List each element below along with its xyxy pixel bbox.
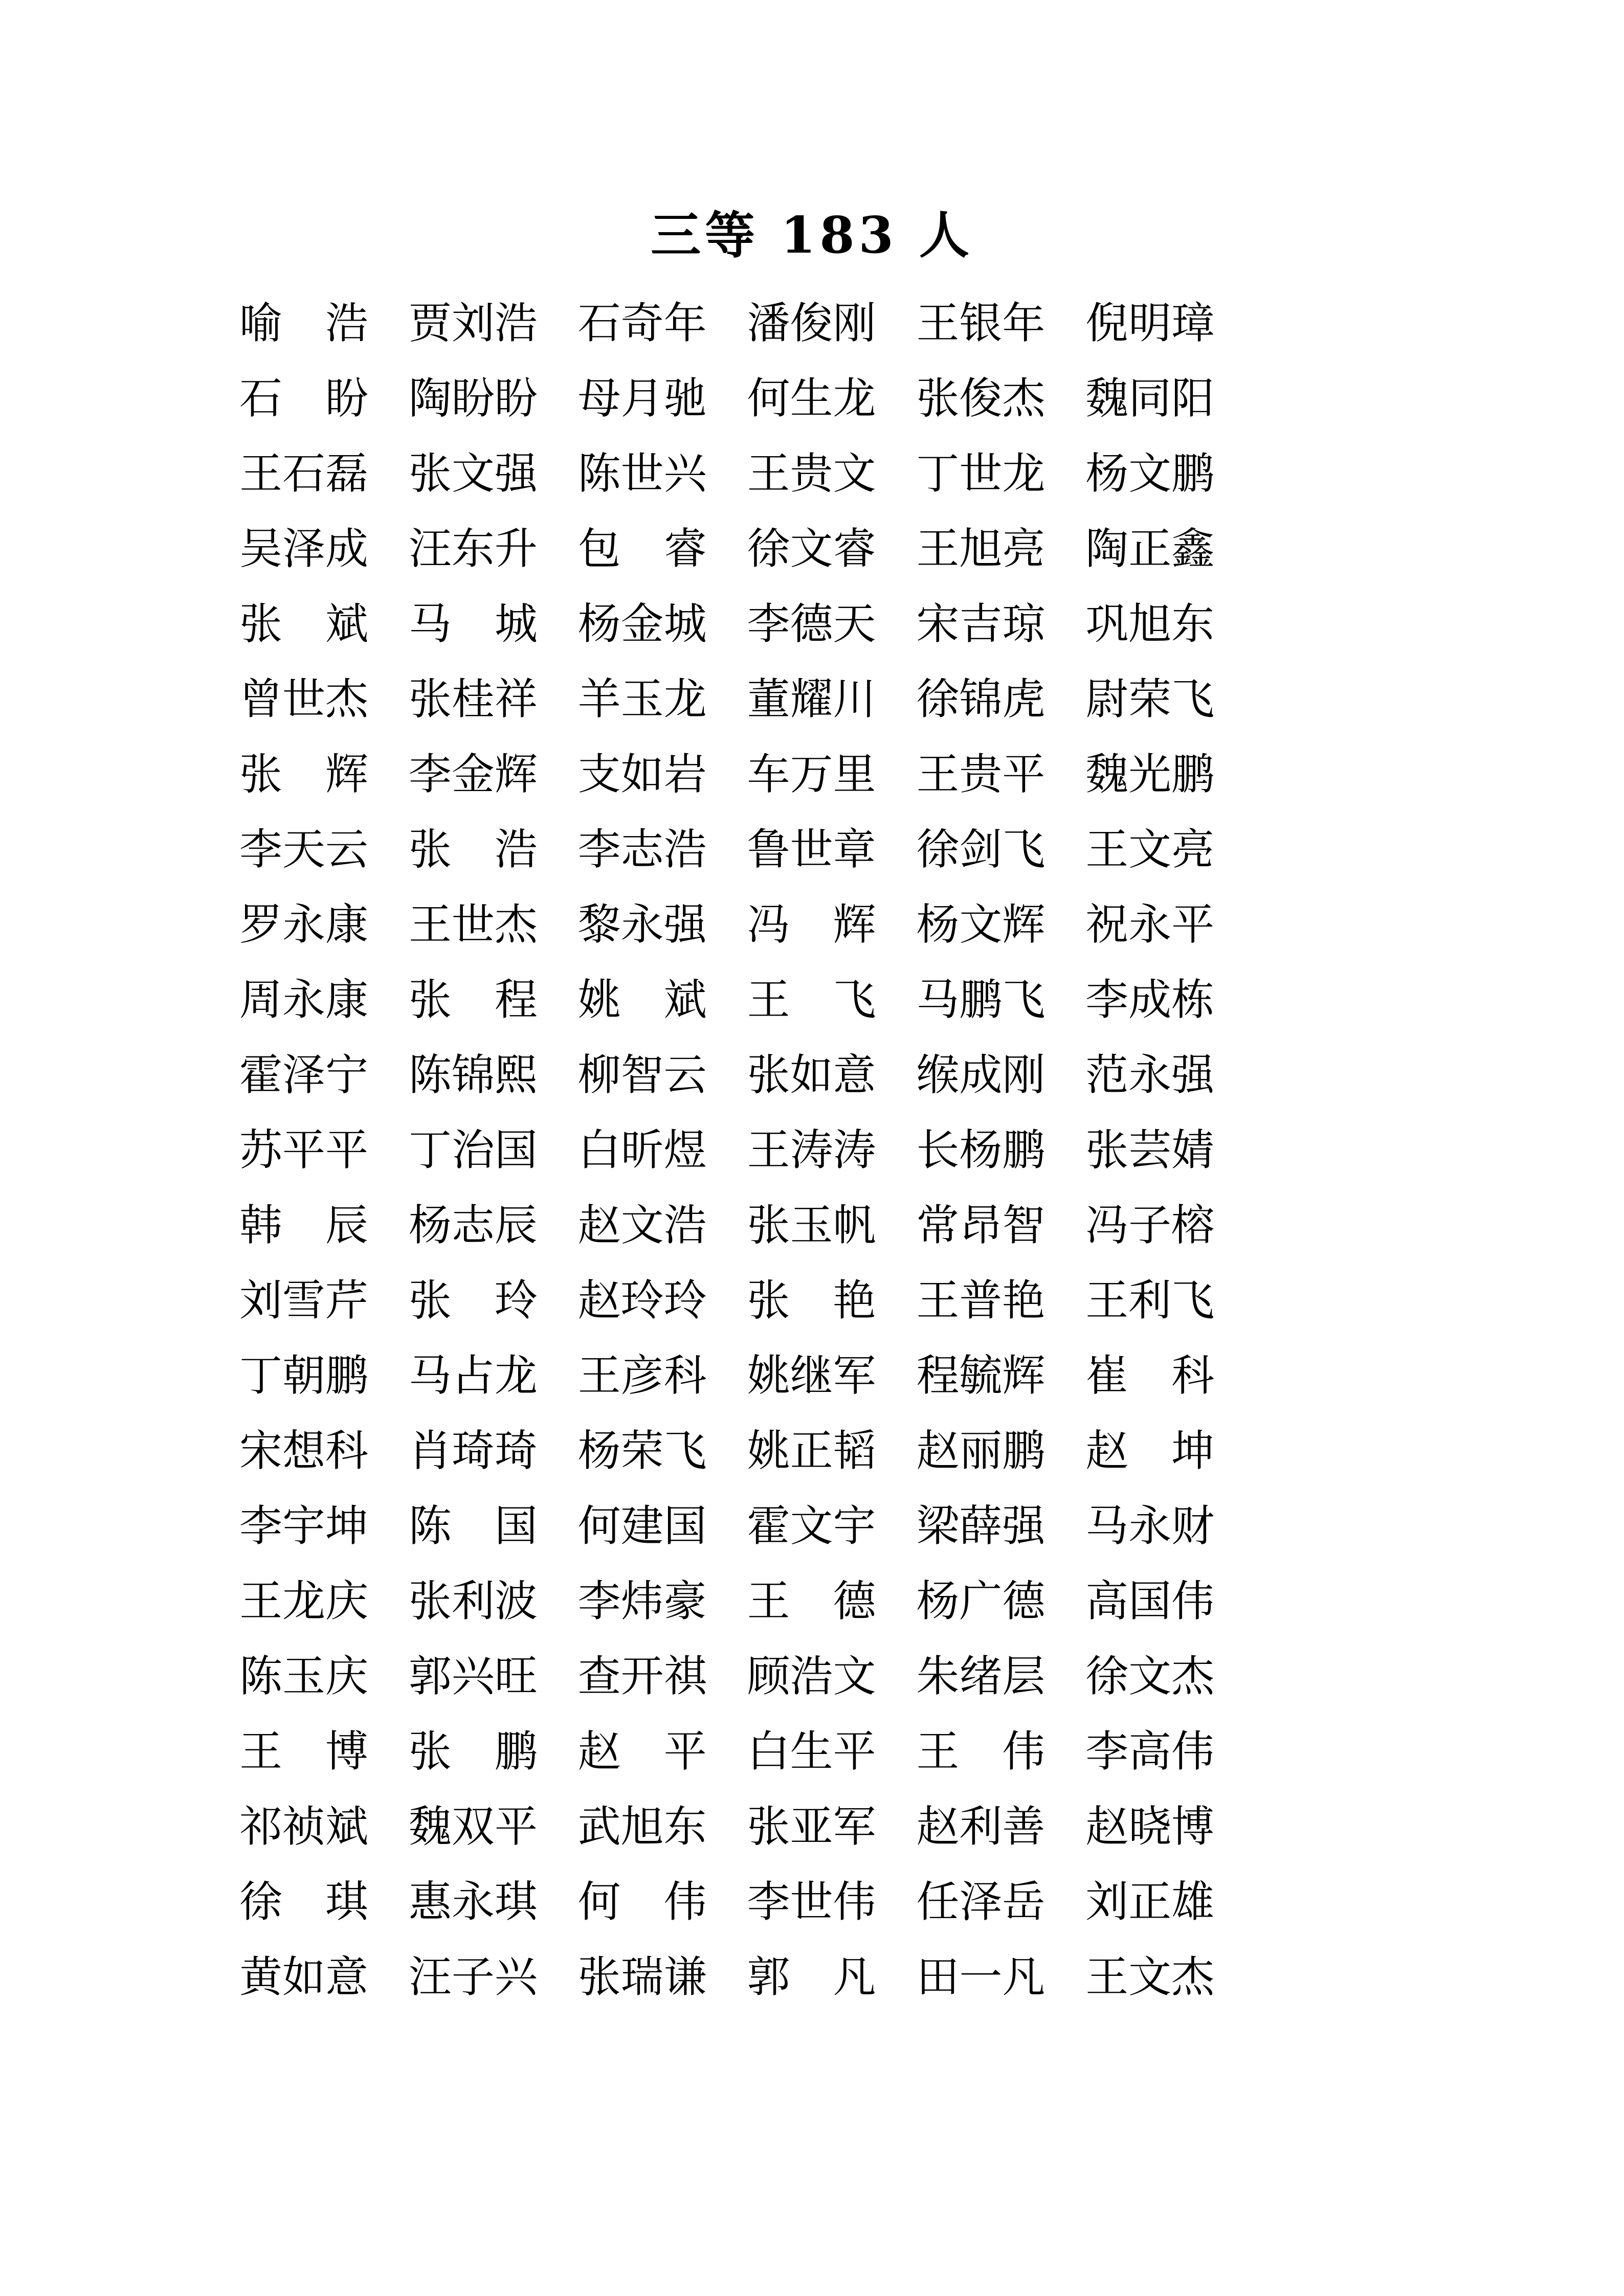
name-cell: 汪子兴	[408, 1951, 538, 2002]
name-cell: 常昂智	[916, 1200, 1045, 1250]
name-cell: 张俊杰	[916, 373, 1045, 423]
name-cell: 赵玲玲	[577, 1275, 707, 1325]
name-cell: 杨广德	[916, 1575, 1045, 1626]
name-cell: 梁薛强	[916, 1500, 1045, 1551]
name-cell: 缑成刚	[916, 1049, 1045, 1100]
name-cell: 陈锦熙	[408, 1049, 538, 1100]
name-cell: 黄如意	[239, 1951, 369, 2002]
name-cell: 徐剑飞	[916, 824, 1045, 874]
name-cell: 曾世杰	[239, 673, 369, 724]
name-cell: 张 辉	[239, 749, 369, 799]
name-cell: 尉荣飞	[1085, 673, 1215, 724]
name-cell: 张 玲	[408, 1275, 538, 1325]
name-cell: 鲁世章	[747, 824, 876, 874]
name-cell: 魏同阳	[1085, 373, 1215, 423]
name-cell: 杨文辉	[916, 899, 1045, 950]
name-cell: 李成栋	[1085, 974, 1215, 1025]
name-cell: 潘俊刚	[747, 298, 876, 348]
name-cell: 姚 斌	[577, 974, 707, 1025]
name-cell: 顾浩文	[747, 1651, 876, 1701]
names-grid	[239, 285, 1224, 2014]
name-cell: 李德天	[747, 598, 876, 649]
name-cell: 张利波	[408, 1575, 538, 1626]
name-cell: 张 斌	[239, 598, 369, 649]
name-cell: 张文强	[408, 448, 538, 499]
name-cell: 董耀川	[747, 673, 876, 724]
name-cell: 魏光鹏	[1085, 749, 1215, 799]
name-cell: 王文亮	[1085, 824, 1215, 874]
name-cell: 祝永平	[1085, 899, 1215, 950]
name-cell: 何建国	[577, 1500, 707, 1551]
name-cell: 赵 平	[577, 1726, 707, 1776]
name-cell: 王普艳	[916, 1275, 1045, 1325]
name-cell: 冯 辉	[747, 899, 876, 950]
name-cell: 李天云	[239, 824, 369, 874]
name-cell: 郭 凡	[747, 1951, 876, 2002]
name-cell: 程毓辉	[916, 1350, 1045, 1401]
name-cell: 霍文宇	[747, 1500, 876, 1551]
name-cell: 喻 浩	[239, 298, 369, 348]
name-cell: 徐文杰	[1085, 1651, 1215, 1701]
name-cell: 姚继军	[747, 1350, 876, 1401]
name-cell: 宋想科	[239, 1425, 369, 1476]
name-cell: 马永财	[1085, 1500, 1215, 1551]
name-cell: 张 鹏	[408, 1726, 538, 1776]
name-cell: 李炜豪	[577, 1575, 707, 1626]
name-cell: 姚正韬	[747, 1425, 876, 1476]
name-cell: 赵 坤	[1085, 1425, 1215, 1476]
name-cell: 王石磊	[239, 448, 369, 499]
name-cell: 霍泽宁	[239, 1049, 369, 1100]
name-cell: 韩 辰	[239, 1200, 369, 1250]
name-cell: 白生平	[747, 1726, 876, 1776]
name-cell: 赵晓博	[1085, 1801, 1215, 1852]
name-cell: 张 程	[408, 974, 538, 1025]
name-cell: 黎永强	[577, 899, 707, 950]
name-cell: 苏平平	[239, 1124, 369, 1175]
name-cell: 长杨鹏	[916, 1124, 1045, 1175]
name-cell: 宋吉琼	[916, 598, 1045, 649]
name-cell: 朱绪层	[916, 1651, 1045, 1701]
name-cell: 王贵文	[747, 448, 876, 499]
name-cell: 马占龙	[408, 1350, 538, 1401]
name-cell: 郭兴旺	[408, 1651, 538, 1701]
name-cell: 羊玉龙	[577, 673, 707, 724]
name-cell: 张芸婧	[1085, 1124, 1215, 1175]
name-cell: 包 睿	[577, 523, 707, 574]
name-cell: 支如岩	[577, 749, 707, 799]
name-cell: 李志浩	[577, 824, 707, 874]
name-cell: 丁世龙	[916, 448, 1045, 499]
name-cell: 杨荣飞	[577, 1425, 707, 1476]
name-cell: 马鹏飞	[916, 974, 1045, 1025]
name-cell: 陈 国	[408, 1500, 538, 1551]
name-cell: 巩旭东	[1085, 598, 1215, 649]
name-cell: 范永强	[1085, 1049, 1215, 1100]
name-cell: 赵利善	[916, 1801, 1045, 1852]
name-cell: 王贵平	[916, 749, 1045, 799]
name-cell: 徐锦虎	[916, 673, 1045, 724]
name-cell: 张 浩	[408, 824, 538, 874]
page-title: 三等 183 人	[651, 206, 973, 265]
name-cell: 刘雪芹	[239, 1275, 369, 1325]
name-cell: 何 伟	[577, 1876, 707, 1927]
name-cell: 母月驰	[577, 373, 707, 423]
name-cell: 王文杰	[1085, 1951, 1215, 2002]
name-cell: 刘正雄	[1085, 1876, 1215, 1927]
name-cell: 贾刘浩	[408, 298, 538, 348]
name-cell: 徐 琪	[239, 1876, 369, 1927]
name-cell: 查开祺	[577, 1651, 707, 1701]
name-cell: 张玉帆	[747, 1200, 876, 1250]
name-cell: 王 伟	[916, 1726, 1045, 1776]
name-cell: 王 德	[747, 1575, 876, 1626]
name-cell: 张亚军	[747, 1801, 876, 1852]
name-cell: 李世伟	[747, 1876, 876, 1927]
name-cell: 石奇年	[577, 298, 707, 348]
name-cell: 张 艳	[747, 1275, 876, 1325]
name-cell: 张瑞谦	[577, 1951, 707, 2002]
name-cell: 武旭东	[577, 1801, 707, 1852]
name-cell: 王利飞	[1085, 1275, 1215, 1325]
name-cell: 崔 科	[1085, 1350, 1215, 1401]
name-cell: 杨志辰	[408, 1200, 538, 1250]
name-cell: 白昕煜	[577, 1124, 707, 1175]
name-cell: 王 博	[239, 1726, 369, 1776]
name-cell: 杨文鹏	[1085, 448, 1215, 499]
name-cell: 杨金城	[577, 598, 707, 649]
name-cell: 倪明璋	[1085, 298, 1215, 348]
name-cell: 王彦科	[577, 1350, 707, 1401]
name-cell: 王旭亮	[916, 523, 1045, 574]
name-cell: 王世杰	[408, 899, 538, 950]
name-cell: 李金辉	[408, 749, 538, 799]
name-cell: 王龙庆	[239, 1575, 369, 1626]
name-cell: 王 飞	[747, 974, 876, 1025]
name-cell: 罗永康	[239, 899, 369, 950]
name-cell: 高国伟	[1085, 1575, 1215, 1626]
name-cell: 惠永琪	[408, 1876, 538, 1927]
name-cell: 陈世兴	[577, 448, 707, 499]
name-cell: 李高伟	[1085, 1726, 1215, 1776]
name-cell: 张桂祥	[408, 673, 538, 724]
name-cell: 汪东升	[408, 523, 538, 574]
name-cell: 周永康	[239, 974, 369, 1025]
name-cell: 陶盼盼	[408, 373, 538, 423]
name-cell: 丁治国	[408, 1124, 538, 1175]
name-cell: 吴泽成	[239, 523, 369, 574]
name-cell: 祁祯斌	[239, 1801, 369, 1852]
name-cell: 田一凡	[916, 1951, 1045, 2002]
name-cell: 石 盼	[239, 373, 369, 423]
name-cell: 车万里	[747, 749, 876, 799]
name-cell: 张如意	[747, 1049, 876, 1100]
name-cell: 肖琦琦	[408, 1425, 538, 1476]
name-cell: 柳智云	[577, 1049, 707, 1100]
name-cell: 徐文睿	[747, 523, 876, 574]
name-cell: 赵文浩	[577, 1200, 707, 1250]
name-cell: 李宇坤	[239, 1500, 369, 1551]
name-cell: 赵丽鹏	[916, 1425, 1045, 1476]
name-cell: 冯子榕	[1085, 1200, 1215, 1250]
name-cell: 任泽岳	[916, 1876, 1045, 1927]
name-cell: 王银年	[916, 298, 1045, 348]
name-cell: 马 城	[408, 598, 538, 649]
name-cell: 陈玉庆	[239, 1651, 369, 1701]
name-cell: 王涛涛	[747, 1124, 876, 1175]
name-cell: 丁朝鹏	[239, 1350, 369, 1401]
name-cell: 魏双平	[408, 1801, 538, 1852]
name-cell: 何生龙	[747, 373, 876, 423]
name-cell: 陶正鑫	[1085, 523, 1215, 574]
